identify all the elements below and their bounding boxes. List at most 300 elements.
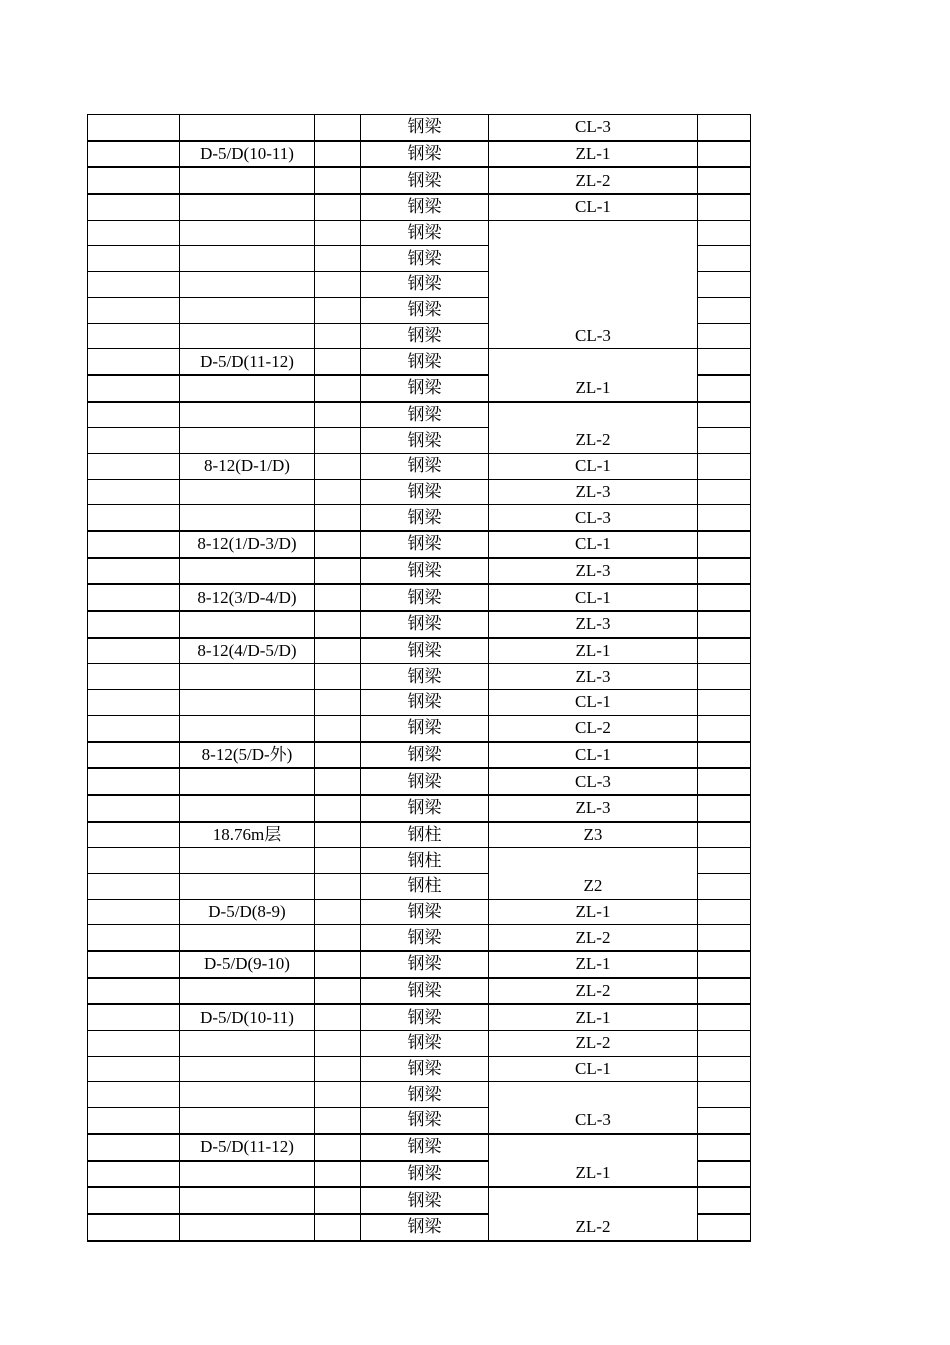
cell-location[interactable] [180, 1108, 315, 1134]
cell-note[interactable] [698, 453, 751, 479]
cell-location[interactable] [180, 323, 315, 349]
table-row [88, 664, 751, 690]
cell-code[interactable]: CL-3 [489, 505, 698, 531]
cell-type[interactable]: 钢梁 [361, 141, 489, 168]
cell-type[interactable]: 钢梁 [361, 1214, 489, 1241]
cell-index[interactable] [88, 584, 180, 611]
cell-type[interactable]: 钢梁 [361, 1187, 489, 1214]
table-row [88, 978, 751, 1005]
cell-type[interactable]: 钢梁 [361, 690, 489, 716]
cell-code[interactable]: ZL-1 [489, 1161, 698, 1188]
cell-note[interactable] [698, 978, 751, 1005]
cell-code[interactable]: CL-1 [489, 1056, 698, 1082]
cell-note[interactable] [698, 1187, 751, 1214]
cell-location[interactable] [180, 167, 315, 194]
table-row [88, 453, 751, 479]
cell-type[interactable]: 钢梁 [361, 246, 489, 272]
cell-note[interactable] [698, 795, 751, 822]
cell-note[interactable] [698, 220, 751, 246]
cell-type[interactable]: 钢梁 [361, 194, 489, 220]
table-row [88, 1056, 751, 1082]
table-row [88, 638, 751, 664]
cell-index[interactable] [88, 848, 180, 874]
cell-location[interactable] [180, 795, 315, 822]
cell-location[interactable] [180, 925, 315, 951]
cell-type[interactable]: 钢柱 [361, 873, 489, 899]
table-row [88, 873, 751, 899]
cell-index[interactable] [88, 349, 180, 375]
cell-note[interactable] [698, 822, 751, 848]
cell-blank[interactable] [315, 141, 361, 168]
cell-note[interactable] [698, 715, 751, 741]
cell-blank[interactable] [315, 531, 361, 558]
table-row [88, 768, 751, 795]
cell-index[interactable] [88, 272, 180, 298]
cell-index[interactable] [88, 1161, 180, 1188]
cell-code[interactable]: CL-1 [489, 584, 698, 611]
cell-location[interactable] [180, 1082, 315, 1108]
cell-location[interactable] [180, 505, 315, 531]
cell-location[interactable]: 8-12(3/D-4/D) [180, 584, 315, 611]
cell-index[interactable] [88, 194, 180, 220]
cell-note[interactable] [698, 1214, 751, 1241]
cell-blank[interactable] [315, 899, 361, 925]
cell-type[interactable]: 钢柱 [361, 822, 489, 848]
cell-index[interactable] [88, 951, 180, 978]
cell-blank[interactable] [315, 402, 361, 428]
cell-code[interactable]: CL-3 [489, 323, 698, 349]
cell-index[interactable] [88, 873, 180, 899]
cell-code[interactable]: CL-1 [489, 531, 698, 558]
cell-blank[interactable] [315, 664, 361, 690]
cell-note[interactable] [698, 638, 751, 664]
cell-code[interactable]: ZL-3 [489, 479, 698, 505]
cell-blank[interactable] [315, 1187, 361, 1214]
cell-location[interactable] [180, 194, 315, 220]
cell-code[interactable] [489, 848, 698, 874]
cell-code[interactable]: Z2 [489, 873, 698, 899]
cell-location[interactable] [180, 715, 315, 741]
cell-index[interactable] [88, 1214, 180, 1241]
cell-type[interactable]: 钢梁 [361, 611, 489, 638]
cell-note[interactable] [698, 141, 751, 168]
cell-blank[interactable] [315, 1214, 361, 1241]
cell-index[interactable] [88, 899, 180, 925]
cell-type[interactable]: 钢梁 [361, 505, 489, 531]
cell-blank[interactable] [315, 428, 361, 454]
cell-type[interactable]: 钢梁 [361, 742, 489, 769]
cell-type[interactable]: 钢梁 [361, 531, 489, 558]
cell-blank[interactable] [315, 611, 361, 638]
cell-blank[interactable] [315, 1108, 361, 1134]
cell-blank[interactable] [315, 349, 361, 375]
cell-location[interactable] [180, 558, 315, 585]
cell-index[interactable] [88, 1056, 180, 1082]
cell-code[interactable] [489, 272, 698, 298]
cell-blank[interactable] [315, 925, 361, 951]
cell-code[interactable]: ZL-1 [489, 638, 698, 664]
cell-blank[interactable] [315, 742, 361, 769]
cell-type[interactable]: 钢梁 [361, 925, 489, 951]
cell-note[interactable] [698, 167, 751, 194]
cell-code[interactable]: CL-2 [489, 715, 698, 741]
cell-blank[interactable] [315, 115, 361, 141]
cell-note[interactable] [698, 531, 751, 558]
table-row [88, 584, 751, 611]
cell-index[interactable] [88, 167, 180, 194]
cell-index[interactable] [88, 558, 180, 585]
cell-blank[interactable] [315, 715, 361, 741]
cell-index[interactable] [88, 402, 180, 428]
cell-note[interactable] [698, 690, 751, 716]
cell-location[interactable] [180, 873, 315, 899]
cell-type[interactable]: 钢梁 [361, 768, 489, 795]
table-row [88, 1082, 751, 1108]
cell-code[interactable] [489, 1134, 698, 1161]
cell-blank[interactable] [315, 951, 361, 978]
cell-blank[interactable] [315, 822, 361, 848]
cell-note[interactable] [698, 1161, 751, 1188]
cell-index[interactable] [88, 742, 180, 769]
cell-code[interactable]: ZL-2 [489, 428, 698, 454]
cell-note[interactable] [698, 349, 751, 375]
cell-code[interactable] [489, 402, 698, 428]
cell-index[interactable] [88, 531, 180, 558]
cell-code[interactable] [489, 1082, 698, 1108]
cell-note[interactable] [698, 1108, 751, 1134]
cell-index[interactable] [88, 795, 180, 822]
cell-index[interactable] [88, 768, 180, 795]
cell-type[interactable]: 钢梁 [361, 584, 489, 611]
cell-type[interactable]: 钢梁 [361, 951, 489, 978]
cell-blank[interactable] [315, 297, 361, 323]
cell-type[interactable]: 钢梁 [361, 715, 489, 741]
table-row [88, 141, 751, 168]
cell-index[interactable] [88, 822, 180, 848]
cell-location[interactable] [180, 428, 315, 454]
cell-note[interactable] [698, 1031, 751, 1057]
table-row [88, 349, 751, 375]
cell-type[interactable]: 钢梁 [361, 1108, 489, 1134]
table-row [88, 402, 751, 428]
cell-blank[interactable] [315, 194, 361, 220]
cell-note[interactable] [698, 1082, 751, 1108]
cell-type[interactable]: 钢梁 [361, 1161, 489, 1188]
cell-code[interactable]: ZL-1 [489, 899, 698, 925]
cell-index[interactable] [88, 611, 180, 638]
cell-blank[interactable] [315, 1004, 361, 1030]
cell-index[interactable] [88, 375, 180, 402]
cell-blank[interactable] [315, 1161, 361, 1188]
cell-note[interactable] [698, 584, 751, 611]
cell-type[interactable]: 钢梁 [361, 664, 489, 690]
cell-blank[interactable] [315, 220, 361, 246]
cell-blank[interactable] [315, 323, 361, 349]
cell-location[interactable] [180, 479, 315, 505]
cell-code[interactable]: CL-1 [489, 194, 698, 220]
cell-code[interactable]: CL-1 [489, 742, 698, 769]
cell-blank[interactable] [315, 272, 361, 298]
table-row [88, 505, 751, 531]
table-row [88, 1214, 751, 1241]
cell-index[interactable] [88, 1004, 180, 1030]
cell-location[interactable] [180, 978, 315, 1005]
table-row [88, 951, 751, 978]
cell-location[interactable] [180, 848, 315, 874]
cell-location[interactable] [180, 1161, 315, 1188]
cell-code[interactable] [489, 297, 698, 323]
cell-type[interactable]: 钢柱 [361, 848, 489, 874]
cell-location[interactable]: D-5/D(9-10) [180, 951, 315, 978]
cell-code[interactable]: CL-1 [489, 453, 698, 479]
cell-note[interactable] [698, 1134, 751, 1161]
table-row [88, 1108, 751, 1134]
cell-index[interactable] [88, 1187, 180, 1214]
cell-blank[interactable] [315, 638, 361, 664]
cell-note[interactable] [698, 951, 751, 978]
cell-location[interactable] [180, 402, 315, 428]
cell-index[interactable] [88, 428, 180, 454]
cell-location[interactable]: 8-12(D-1/D) [180, 453, 315, 479]
cell-code[interactable] [489, 246, 698, 272]
cell-index[interactable] [88, 664, 180, 690]
cell-index[interactable] [88, 297, 180, 323]
cell-blank[interactable] [315, 1056, 361, 1082]
cell-blank[interactable] [315, 167, 361, 194]
cell-code[interactable]: ZL-2 [489, 1214, 698, 1241]
table-row [88, 272, 751, 298]
cell-code[interactable]: ZL-2 [489, 925, 698, 951]
cell-note[interactable] [698, 1056, 751, 1082]
cell-code[interactable] [489, 1187, 698, 1214]
cell-code[interactable] [489, 220, 698, 246]
cell-type[interactable]: 钢梁 [361, 375, 489, 402]
cell-code[interactable]: CL-3 [489, 768, 698, 795]
cell-note[interactable] [698, 194, 751, 220]
cell-note[interactable] [698, 323, 751, 349]
cell-blank[interactable] [315, 1134, 361, 1161]
cell-note[interactable] [698, 246, 751, 272]
cell-code[interactable]: Z3 [489, 822, 698, 848]
cell-code[interactable]: ZL-1 [489, 375, 698, 402]
cell-blank[interactable] [315, 584, 361, 611]
cell-type[interactable]: 钢梁 [361, 1056, 489, 1082]
cell-blank[interactable] [315, 453, 361, 479]
table-row [88, 715, 751, 741]
cell-type[interactable]: 钢梁 [361, 428, 489, 454]
cell-index[interactable] [88, 505, 180, 531]
cell-code[interactable]: ZL-2 [489, 978, 698, 1005]
cell-index[interactable] [88, 925, 180, 951]
table-row [88, 479, 751, 505]
cell-type[interactable]: 钢梁 [361, 1134, 489, 1161]
cell-index[interactable] [88, 1134, 180, 1161]
spreadsheet-table [87, 114, 751, 1242]
cell-note[interactable] [698, 768, 751, 795]
table-row [88, 1187, 751, 1214]
cell-type[interactable]: 钢梁 [361, 323, 489, 349]
cell-location[interactable]: 8-12(4/D-5/D) [180, 638, 315, 664]
cell-location[interactable] [180, 768, 315, 795]
cell-note[interactable] [698, 611, 751, 638]
cell-code[interactable]: CL-3 [489, 1108, 698, 1134]
cell-location[interactable] [180, 1056, 315, 1082]
cell-blank[interactable] [315, 768, 361, 795]
cell-index[interactable] [88, 1108, 180, 1134]
cell-type[interactable]: 钢梁 [361, 978, 489, 1005]
cell-note[interactable] [698, 505, 751, 531]
cell-note[interactable] [698, 558, 751, 585]
cell-blank[interactable] [315, 246, 361, 272]
cell-note[interactable] [698, 402, 751, 428]
cell-note[interactable] [698, 1004, 751, 1030]
cell-type[interactable]: 钢梁 [361, 479, 489, 505]
cell-blank[interactable] [315, 1031, 361, 1057]
cell-type[interactable]: 钢梁 [361, 402, 489, 428]
cell-code[interactable]: ZL-3 [489, 664, 698, 690]
cell-index[interactable] [88, 220, 180, 246]
cell-location[interactable] [180, 375, 315, 402]
cell-index[interactable] [88, 1031, 180, 1057]
cell-location[interactable] [180, 1187, 315, 1214]
cell-code[interactable]: CL-3 [489, 115, 698, 141]
cell-blank[interactable] [315, 375, 361, 402]
cell-blank[interactable] [315, 848, 361, 874]
cell-location[interactable] [180, 1031, 315, 1057]
cell-index[interactable] [88, 978, 180, 1005]
cell-type[interactable]: 钢梁 [361, 795, 489, 822]
cell-note[interactable] [698, 297, 751, 323]
cell-location[interactable] [180, 115, 315, 141]
table-row [88, 246, 751, 272]
cell-location[interactable] [180, 664, 315, 690]
cell-index[interactable] [88, 638, 180, 664]
table-row [88, 822, 751, 848]
table-row [88, 742, 751, 769]
cell-location[interactable]: 18.76m层 [180, 822, 315, 848]
cell-index[interactable] [88, 246, 180, 272]
cell-blank[interactable] [315, 558, 361, 585]
cell-note[interactable] [698, 742, 751, 769]
cell-code[interactable]: ZL-3 [489, 611, 698, 638]
cell-location[interactable]: 8-12(1/D-3/D) [180, 531, 315, 558]
table-row [88, 297, 751, 323]
table-row [88, 323, 751, 349]
cell-type[interactable]: 钢梁 [361, 115, 489, 141]
cell-type[interactable]: 钢梁 [361, 1004, 489, 1030]
cell-type[interactable]: 钢梁 [361, 349, 489, 375]
cell-blank[interactable] [315, 505, 361, 531]
cell-blank[interactable] [315, 873, 361, 899]
cell-note[interactable] [698, 272, 751, 298]
cell-type[interactable]: 钢梁 [361, 558, 489, 585]
table-row [88, 1161, 751, 1188]
table-body [88, 115, 751, 1241]
cell-blank[interactable] [315, 795, 361, 822]
cell-type[interactable]: 钢梁 [361, 297, 489, 323]
cell-code[interactable]: ZL-1 [489, 951, 698, 978]
cell-note[interactable] [698, 375, 751, 402]
cell-index[interactable] [88, 690, 180, 716]
cell-note[interactable] [698, 479, 751, 505]
table-row [88, 428, 751, 454]
cell-note[interactable] [698, 873, 751, 899]
cell-note[interactable] [698, 899, 751, 925]
cell-location[interactable]: D-5/D(10-11) [180, 1004, 315, 1030]
cell-location[interactable]: 8-12(5/D-外) [180, 742, 315, 769]
cell-location[interactable] [180, 272, 315, 298]
cell-note[interactable] [698, 848, 751, 874]
table-row [88, 1134, 751, 1161]
cell-location[interactable]: D-5/D(11-12) [180, 1134, 315, 1161]
cell-blank[interactable] [315, 1082, 361, 1108]
cell-location[interactable] [180, 220, 315, 246]
table-row [88, 795, 751, 822]
cell-index[interactable] [88, 141, 180, 168]
table-row [88, 611, 751, 638]
cell-type[interactable]: 钢梁 [361, 272, 489, 298]
cell-blank[interactable] [315, 690, 361, 716]
cell-type[interactable]: 钢梁 [361, 1082, 489, 1108]
table-row [88, 167, 751, 194]
cell-code[interactable]: ZL-1 [489, 141, 698, 168]
cell-type[interactable]: 钢梁 [361, 453, 489, 479]
cell-code[interactable]: ZL-3 [489, 558, 698, 585]
cell-note[interactable] [698, 925, 751, 951]
cell-note[interactable] [698, 428, 751, 454]
cell-location[interactable] [180, 690, 315, 716]
cell-location[interactable]: D-5/D(11-12) [180, 349, 315, 375]
cell-code[interactable]: ZL-1 [489, 1004, 698, 1030]
cell-note[interactable] [698, 115, 751, 141]
cell-code[interactable]: ZL-2 [489, 167, 698, 194]
cell-location[interactable]: D-5/D(8-9) [180, 899, 315, 925]
cell-note[interactable] [698, 664, 751, 690]
cell-location[interactable] [180, 1214, 315, 1241]
cell-index[interactable] [88, 715, 180, 741]
cell-location[interactable] [180, 611, 315, 638]
cell-code[interactable]: ZL-2 [489, 1031, 698, 1057]
cell-location[interactable]: D-5/D(10-11) [180, 141, 315, 168]
table-row [88, 558, 751, 585]
table-row [88, 690, 751, 716]
table-row [88, 115, 751, 141]
table-row [88, 531, 751, 558]
cell-index[interactable] [88, 115, 180, 141]
cell-type[interactable]: 钢梁 [361, 220, 489, 246]
table-row [88, 848, 751, 874]
table-row [88, 925, 751, 951]
cell-type[interactable]: 钢梁 [361, 899, 489, 925]
table-row [88, 899, 751, 925]
cell-type[interactable]: 钢梁 [361, 167, 489, 194]
table-row [88, 1004, 751, 1030]
cell-type[interactable]: 钢梁 [361, 638, 489, 664]
cell-code[interactable]: CL-1 [489, 690, 698, 716]
cell-index[interactable] [88, 479, 180, 505]
cell-code[interactable]: ZL-3 [489, 795, 698, 822]
cell-code[interactable] [489, 349, 698, 375]
cell-location[interactable] [180, 246, 315, 272]
cell-index[interactable] [88, 323, 180, 349]
cell-location[interactable] [180, 297, 315, 323]
cell-blank[interactable] [315, 479, 361, 505]
table-row [88, 375, 751, 402]
cell-blank[interactable] [315, 978, 361, 1005]
cell-type[interactable]: 钢梁 [361, 1031, 489, 1057]
cell-index[interactable] [88, 1082, 180, 1108]
cell-index[interactable] [88, 453, 180, 479]
